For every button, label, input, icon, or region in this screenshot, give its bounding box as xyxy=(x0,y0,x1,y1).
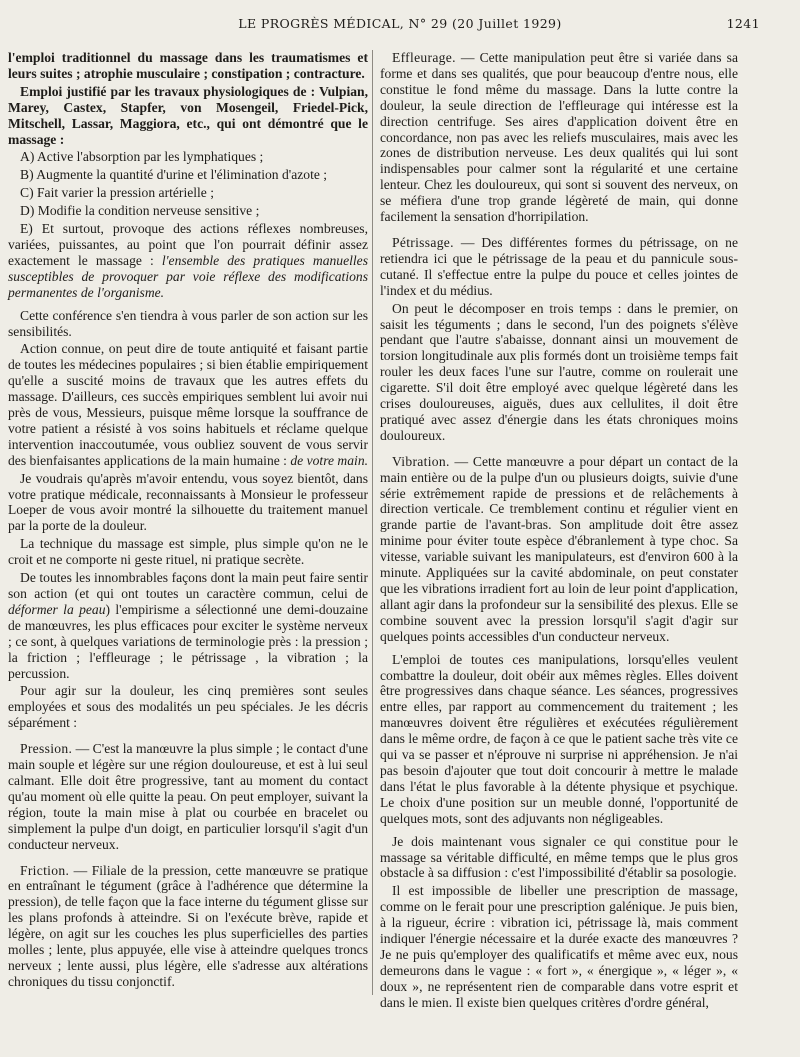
paragraph: On peut le décomposer en trois temps : dans le premier, on saisit les téguments ; dans le second, l'un des poignets s'élève pendant que l'autre s'abaisse, donnant ainsi un mouvement de torsion longitudinale aux plis formés dont un troisième temps fait rouler les deux faces l'une sur l'autre, comme on roulerait une cigarette. S'il doit être employé avec quelque légèreté dans les crises douloureuses, aiguës, dues aux cellulites, il doit être pratiqué avec assez d'énergie dans les états chroniques moins douloureux. xyxy=(380,300,738,443)
paragraph-text: Action connue, on peut dire de toute antiquité et faisant partie de toutes les médecines populaires ; si bien établie empiriquement qu'elle a suscité moins de travaux que les autres effets du massage. D'ailleurs, ces succès empiriques semblent lui avoir nui près de vous, Messieurs, puisque même lorsque la souffrance de votre patient a résisté à vos soins habituels et réclame quelque intervention inaccoutumée, vous oubliez souvent de vous servir des bienfaisantes applications de la main humaine : xyxy=(8,341,368,468)
paragraph xyxy=(8,84,368,148)
section-effleurage xyxy=(380,50,738,225)
section-vibration xyxy=(380,454,738,645)
paragraph-text: ) l'empirisme a sélectionné une demi-douzaine de manœuvres, les plus efficaces pour exciter le système nerveux ; ce sont, à quelques variations de terminologie près : la pression ; la friction ; l'effleurage ; le pétrissage , la vibration ; la percussion. xyxy=(8,601,368,681)
section-text: — Filiale de la pression, cette manœuvre se pratique en entraînant le tégument (grâce à l'adhérence que détermine la pression), de telle façon que la face interne du tégument glisse sur les plans profonds à atteindre. Si on l'exécute brève, rapide et légère, on agit sur les couches les plus superficielles des parties molles ; lente, plus appuyée, elle vise à atteindre quelques troncs nerveux ; lente aussi, plus légère, elle s'adresse aux altérations chroniques du tissu conjonctif. xyxy=(8,862,368,989)
section-title: Effleurage. xyxy=(392,50,456,65)
emphasis-italic: déformer la peau xyxy=(8,601,106,617)
list-item-d: D) Modifie la condition nerveuse sensitive ; xyxy=(20,203,260,219)
section-text: — Des différentes formes du pétrissage, on ne retiendra ici que le pétrissage de la peau et du pannicule sous-cutané. Il s'effectue entre la pulpe du pouce et celles jointes de l'index et du médius. xyxy=(380,234,738,298)
list-item-b: B) Augmente la quantité d'urine et l'élimination d'azote ; xyxy=(20,167,328,183)
section-text: — C'est la manœuvre la plus simple ; le contact d'une main souple et légère sur une région douloureuse, et est à lui seul calmant. Elle doit être progressive, tant au moment du contact qu'au moment où elle quitte la peau. On peut employer, suivant la région, toute la main mise à plat ou courbée en bracelet ou simplement la pulpe d'un doigt, en particulier lorsqu'il s'agit d'un conducteur nerveux. xyxy=(8,741,368,852)
column-divider xyxy=(372,50,373,995)
paragraph: La technique du massage est simple, plus simple qu'on ne le croit et ne comporte ni geste rituel, ni pratique secrète. xyxy=(8,536,368,568)
paragraph-text: De toutes les innombrables façons dont la main peut faire sentir son action (et qui ont toutes un caractère commun, celui de xyxy=(8,570,368,601)
paragraph: Il est impossible de libeller une prescription de massage, comme on le ferait pour une prescription galénique. Je puis bien, à la rigueur, écrire : vibration ici, pétrissage là, mais comment indiquer l'énergie nécessaire et la durée exacte des manœuvres ? Je ne puis qu'employer des qualificatifs et même avec eux, nous demeurons dans le vague : « fort », « énergique », « léger », « doux », ne représentent rien de comparable dans votre esprit et dans le mien. Il existe bien quelques critères d'ordre général, xyxy=(380,883,738,1010)
section-title: Pétrissage. xyxy=(392,234,454,250)
definition-italic: l'ensemble des pratiques manuelles susceptibles de provoquer par voie réflexe des modifications permanentes de l'organisme. xyxy=(8,252,368,300)
right-column xyxy=(380,50,738,1013)
section-pression xyxy=(8,741,368,852)
section-title: Pression. xyxy=(20,741,73,757)
bold-text: l'emploi traditionnel du massage dans les traumatismes et leurs suites ; atrophie musculaire ; constipation ; contracture. xyxy=(8,50,368,81)
emphasis-italic: de votre main. xyxy=(290,452,369,468)
list-item-e-text: E) Et surtout, provoque des actions réflexes nombreuses, variées, puissantes, au point que l'on pourrait définir assez exactement le massage : xyxy=(8,221,368,268)
paragraph: Je voudrais qu'après m'avoir entendu, vous soyez bientôt, dans votre pratique médicale, reconnaissants à Monsieur le professeur Loeper de vous avoir montré la silhouette du traitement manuel par la porte de la douleur. xyxy=(8,470,368,534)
running-title: LE PROGRÈS MÉDICAL, N° 29 (20 Juillet 1929) xyxy=(238,16,562,31)
list-item-a: A) Active l'absorption par les lymphatiques ; xyxy=(20,149,264,165)
section-text: — Cette manœuvre a pour départ un contact de la main entière ou de la pulpe d'un ou plusieurs doigts, suivie d'une série extrêmement rapide de pressions et de relâchements à direction verticale. Ce tremblement continu et régulier vient en grande partie de l'avant-bras. Son amplitude doit être assez minime pour éviter toute espèce d'ébranlement à type choc. Sa vitesse, variable suivant les manipulateurs, est d'environ 600 à la minute. Appliquées sur la cavité abdominale, on peut constater que les vibrations irradient fort au loin de leur point d'application, allant agir dans la profondeur sur la sensibilité des plexus. Elle se combine souvent avec la pression lorsqu'il s'agit d'agir sur quelques points accessibles d'un conducteur nerveux. xyxy=(380,453,738,644)
list-item-e xyxy=(8,221,368,301)
paragraph xyxy=(8,50,368,82)
paragraph xyxy=(8,341,368,468)
section-friction xyxy=(8,863,368,990)
section-title: Friction. xyxy=(20,862,70,878)
page-header xyxy=(0,16,800,38)
page-number: 1241 xyxy=(726,16,760,31)
left-column xyxy=(8,50,368,992)
paragraph: Pour agir sur la douleur, les cinq premières sont seules employées et sous des modalités un peu spéciales. Je les décris séparément : xyxy=(8,683,368,731)
section-petrissage xyxy=(380,235,738,299)
bold-text: Emploi justifié par les travaux physiologiques de : Vulpian, Marey, Castex, Stapfer, von Mosengeil, Friedel-Pick, Mitschell, Lassar, Maggiora, etc., qui ont démontré que le massage : xyxy=(8,83,368,147)
paragraph: Je dois maintenant vous signaler ce qui constitue pour le massage sa véritable difficulté, en même temps que le plus gros obstacle à sa diffusion : c'est l'impossibilité d'établir sa posologie. xyxy=(380,833,738,881)
paragraph: L'emploi de toutes ces manipulations, lorsqu'elles veulent combattre la douleur, doit obéir aux mêmes règles. Elles doivent être progressives dans chaque séance. Les séances, progressives entre elles, par rapport au commencement du traitement ; les manœuvres doivent être régulières et exécutées régulièrement dans le même ordre, de façon à ce que le patient sache très vite ce qui va se passer et n'éprouve ni surprise ni appréhension. Je n'ai pas besoin d'ajouter que tout doit concourir à mettre le malade dans l'état le plus favorable à la détente physique et psychique. Le choix d'une position sur un meuble donné, l'opportunité de quelques mots, sont des adjuvants non négligeables. xyxy=(380,651,738,826)
paragraph: Cette conférence s'en tiendra à vous parler de son action sur les sensibilités. xyxy=(8,307,368,339)
section-text: — Cette manipulation peut être si variée dans sa forme et dans ses qualités, que pour beaucoup d'entre nous, elle constitue le fond même du massage. Dans la lutte contre la douleur, la seule direction de l'effleurage qui intéresse est la direction centrifuge. Ses aires d'application doivent être en concordance, non pas avec les reliefs musculaires, mais avec les zones de distribution nerveuse. Les deux qualités qui lui sont indispensables pour calmer sont la régularité et une certaine lenteur. Chez les douloureux, qui sont si souvent des nerveux, on se méfiera d'une trop grande légèreté de main, qui donne facilement la sensation d'horripilation. xyxy=(380,50,738,225)
list-item-c: C) Fait varier la pression artérielle ; xyxy=(20,185,215,201)
section-title: Vibration. xyxy=(392,453,450,469)
paragraph xyxy=(8,570,368,681)
